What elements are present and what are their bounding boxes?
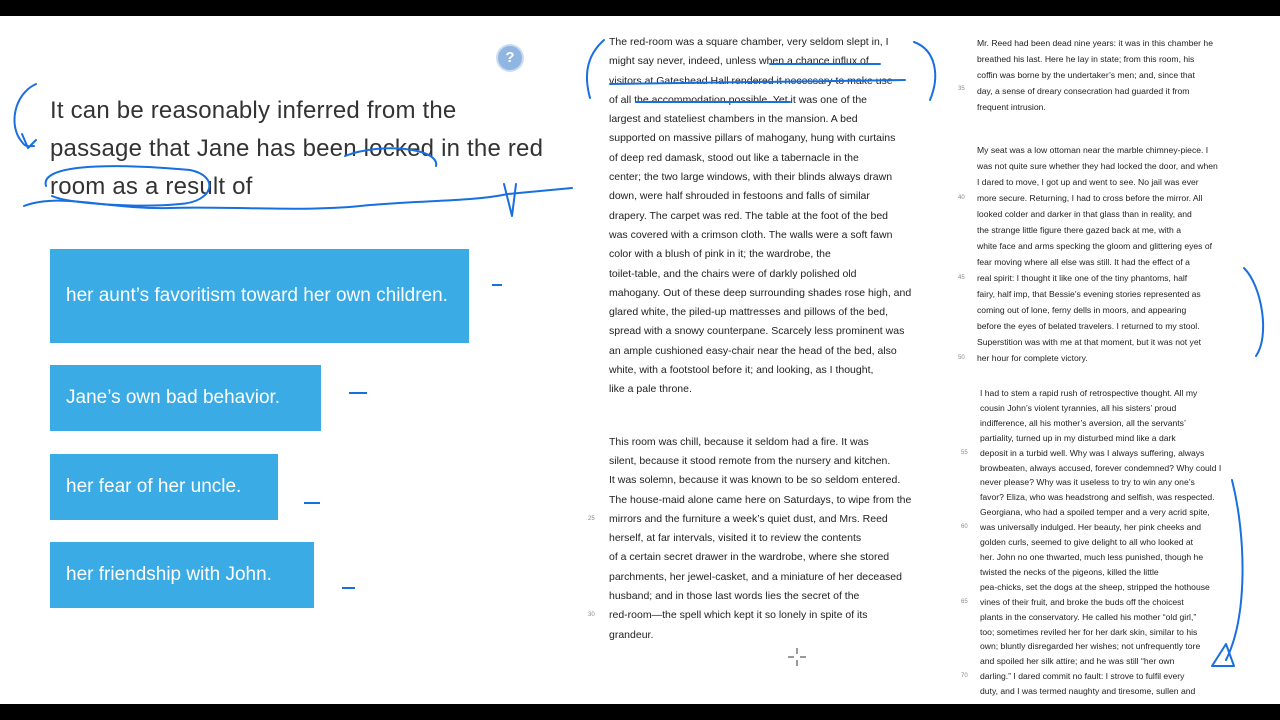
passage-line: glared white, the piled-up mattresses and pillows of the bed, [609, 306, 888, 319]
passage-line: vines of their fruit, and broke the buds off the choicest [980, 596, 1184, 607]
passage-line: was universally indulged. Her beauty, her pink cheeks and [980, 522, 1202, 533]
passage-line: and spoiled her silk attire; and he was still “her own [980, 656, 1175, 667]
passage-line: This room was chill, because it seldom had a fire. It was [609, 435, 869, 448]
passage-line: was covered with a crimson cloth. The walls were a soft fawn [609, 228, 893, 241]
line-number: 65 [961, 599, 968, 605]
passage-line: before the eyes of belated travelers. I returned to my stool. [977, 321, 1200, 331]
passage-line: center; the two large windows, with their blinds always drawn [609, 171, 893, 184]
annotation-circle-locked [345, 148, 436, 166]
letterbox-bar [0, 704, 1280, 720]
passage-line: I had to stem a rapid rush of retrospective thought. All my [980, 388, 1198, 398]
passage-line: white face and arms specking the gloom and glittering eyes of [977, 241, 1213, 251]
passage-line: down, were half shrouded in festoons and falls of similar [609, 190, 870, 203]
passage-line: more secure. Returning, I had to cross before the mirror. All [977, 193, 1203, 203]
passage-line: deposit in a turbid well. Why was I always suffering, always [980, 447, 1205, 458]
passage-line: parchments, her jewel-casket, and a miniature of her deceased [609, 570, 902, 583]
passage-line: spread with a snowy counterpane. Scarcely less prominent was [609, 325, 905, 338]
crosshair-cursor-icon [786, 646, 808, 668]
passage-line: too; sometimes reviled her for her dark skin, similar to his [980, 626, 1198, 637]
line-number: 45 [958, 275, 965, 281]
passage-line: day, a sense of dreary consecration had guarded it from [977, 86, 1190, 96]
passage-line: her. John no one thwarted, much less punished, though he [980, 551, 1204, 562]
line-number: 70 [961, 673, 968, 679]
passage-line: plants in the conservatory. He called his mother “old girl,” [980, 611, 1197, 622]
passage-line: real spirit: I thought it like one of the tiny phantoms, half [977, 273, 1188, 283]
passage-line: grandeur. [609, 628, 654, 641]
line-number: 25 [588, 516, 595, 522]
answer-choice-label: her aunt’s favoritism toward her own children. [66, 285, 448, 306]
passage-line: Superstition was with me at that moment, but it was not yet [977, 337, 1202, 347]
passage-line: frequent intrusion. [977, 102, 1046, 112]
line-number: 60 [961, 524, 968, 530]
annotation-bracket-right-mid [1244, 268, 1263, 356]
line-number: 50 [958, 355, 965, 361]
annotation-arrowhead [504, 184, 516, 216]
passage-line: Georgiana, who had a spoiled temper and a very acrid spite, [980, 507, 1210, 518]
passage-line: The red-room was a square chamber, very seldom slept in, I [609, 36, 889, 48]
passage-line: white, with a footstool before it; and looking, as I thought, [609, 364, 874, 377]
passage-line: looked colder and darker in that glass than in reality, and [977, 209, 1192, 219]
passage-line: I dared to move, I got up and went to see. No jail was ever [977, 177, 1199, 187]
passage-line: like a pale throne. [609, 383, 692, 396]
annotation-circle-red-room [46, 166, 210, 205]
annotation-bracket-left [14, 84, 36, 148]
passage-line: coffin was borne by the undertaker’s men; and, since that [977, 70, 1195, 80]
passage-line: cousin John’s violent tyrannies, all his sisters’ proud [980, 402, 1177, 413]
passage-line: Mr. Reed had been dead nine years: it was in this chamber he [977, 38, 1213, 48]
passage-line: mahogany. Out of these deep surrounding shades rose high, and [609, 286, 912, 299]
passage-line: pea-chicks, set the dogs at the sheep, stripped the hothouse [980, 581, 1210, 592]
passage-line: herself, at far intervals, visited it to review the contents [609, 532, 862, 545]
passage-line: darling.” I dared commit no fault: I strove to fulfil every [980, 671, 1185, 682]
passage-line: twisted the necks of the pigeons, killed the little [980, 566, 1159, 577]
passage-line: of a certain secret drawer in the wardrobe, where she stored [609, 551, 890, 564]
lesson-screen [0, 16, 1280, 704]
answer-choice-label: Jane’s own bad behavior. [66, 387, 281, 408]
passage-line: of all the accommodation possible. Yet it was one of the [609, 93, 867, 106]
line-number: 35 [958, 86, 965, 92]
passage-line: The house-maid alone came here on Saturdays, to wipe from the [609, 493, 912, 506]
annotation-ink-layer [0, 16, 1280, 704]
passage-line: never please? Why was it useless to try to win any one’s [980, 477, 1195, 488]
line-number: 40 [958, 195, 965, 201]
annotation-arrow-right [1212, 480, 1243, 666]
passage-line: toilet-table, and the chairs were of darkly polished old [609, 267, 857, 280]
passage-line: the strange little figure there gazed back at me, with a [977, 225, 1181, 235]
annotation-underline-2 [610, 80, 905, 84]
passage-line: an ample cushioned easy-chair near the head of the bed, also [609, 344, 897, 357]
answer-choice-label: her fear of her uncle. [66, 476, 242, 497]
passage-line: duty, and I was termed naughty and tiresome, sullen and [980, 686, 1196, 697]
passage-line: breathed his last. Here he lay in state; from this room, his [977, 54, 1195, 64]
help-button[interactable]: ? [498, 46, 522, 70]
passage-line: partiality, turned up in my disturbed mind like a dark [980, 432, 1176, 443]
line-number: 55 [961, 450, 968, 456]
passage-line: fear moving where all else was still. It had the effect of a [977, 257, 1190, 267]
passage-line: indifference, all his mother’s aversion, all the servants’ [980, 417, 1186, 428]
passage-line: coming out of lone, ferny dells in moors, and appearing [977, 305, 1187, 315]
passage-line: It was solemn, because it was known to be so seldom entered. [609, 474, 901, 487]
passage-line: favor? Eliza, who was headstrong and selfish, was respected. [980, 492, 1215, 503]
passage-line: largest and stateliest chambers in the mansion. A bed [609, 113, 858, 126]
annotation-arrow-line [24, 188, 572, 209]
passage-line: color with a blush of pink in it; the wardrobe, the [609, 248, 831, 261]
passage-line: was not quite sure whether they had locked the door, and when [977, 161, 1218, 171]
passage-line: of deep red damask, stood out like a tabernacle in the [609, 151, 859, 164]
passage-line: drapery. The carpet was red. The table at the foot of the bed [609, 209, 889, 222]
passage-line: browbeaten, always accused, forever condemned? Why could I [980, 462, 1222, 473]
annotation-bracket-passage-left [587, 40, 604, 98]
passage-line: red-room—the spell which kept it so lonely in spite of its [609, 609, 868, 622]
passage-line: own; bluntly disregarded her wishes; not unfrequently tore [980, 641, 1201, 652]
question-stem: It can be reasonably inferred from the passage that Jane has been locked in the red room as a result of [50, 97, 544, 200]
passage-line: supported on massive pillars of mahogany, hung with curtains [609, 132, 896, 145]
passage-line: fairy, half imp, that Bessie’s evening stories represented as [977, 289, 1201, 299]
passage-line: her hour for complete victory. [977, 353, 1088, 363]
passage-line: might say never, indeed, unless when a chance influx of [609, 55, 869, 68]
passage-line: visitors at Gateshead Hall rendered it necessary to make use [609, 74, 893, 87]
annotation-bracket-passage-right [914, 42, 935, 100]
passage-line: mirrors and the furniture a week’s quiet dust, and Mrs. Reed [609, 512, 888, 525]
passage-line: My seat was a low ottoman near the marble chimney-piece. I [977, 145, 1209, 155]
passage-line: husband; and in those last words lies the secret of the [609, 590, 860, 603]
passage-line: golden curls, seemed to give delight to all who looked at [980, 537, 1194, 548]
answer-choice-label: her friendship with John. [66, 564, 272, 585]
line-number: 30 [588, 612, 595, 618]
passage-line: silent, because it stood remote from the nursery and kitchen. [609, 454, 891, 467]
